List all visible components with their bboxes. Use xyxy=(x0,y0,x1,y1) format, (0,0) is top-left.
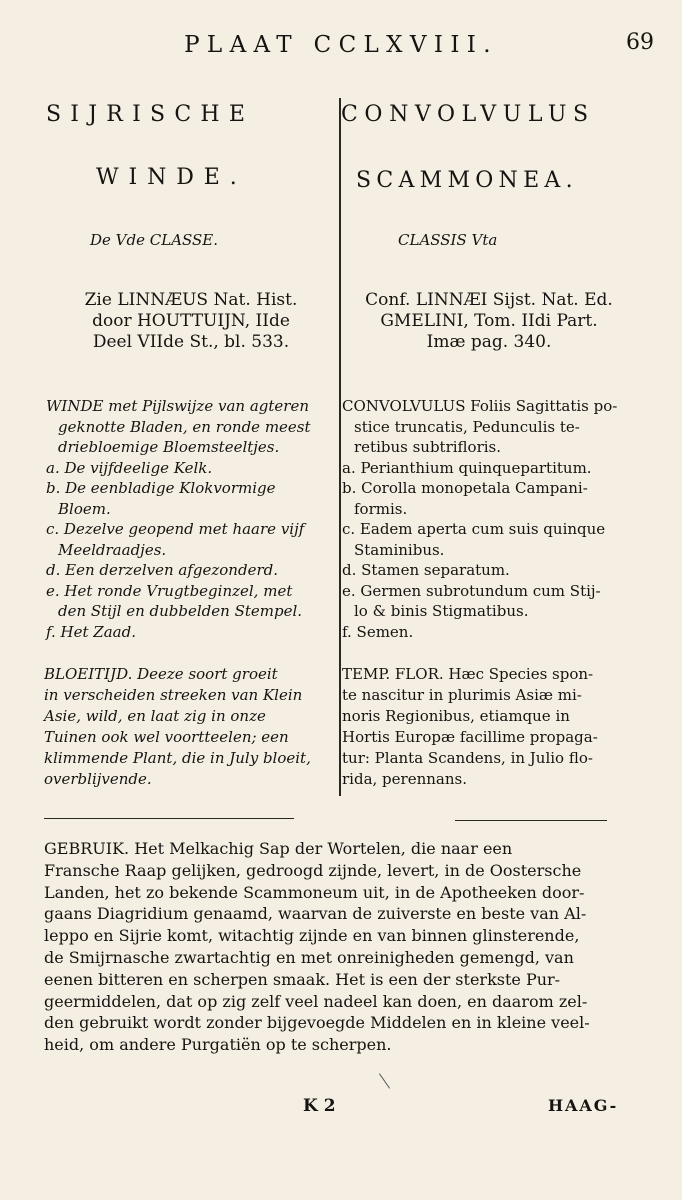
usage-line: Landen, het zo bekende Scammoneum uit, in de Apotheeken door- xyxy=(44,882,585,902)
usage-line: de Smijrnasche zwartachtig en met onreinigheden gemengd, van xyxy=(44,947,574,967)
reference-line: Zie LINNÆUS Nat. Hist. xyxy=(84,290,298,310)
latin-class-line: CLASSIS Vta xyxy=(398,231,498,249)
column-divider xyxy=(339,98,341,796)
dutch-description xyxy=(46,396,334,642)
desc-line: c. Eadem aperta cum suis quinque xyxy=(342,520,606,538)
bloei-line: in verscheiden streeken van Klein xyxy=(44,686,303,704)
desc-line: d. Stamen separatum. xyxy=(342,561,510,579)
desc-line: den Stijl en dubbelden Stempel. xyxy=(58,602,303,620)
usage-paragraph xyxy=(44,838,632,1056)
latin-flowering-time xyxy=(342,664,638,790)
desc-line: Meeldraadjes. xyxy=(58,540,167,559)
bloei-line: TEMP. FLOR. Hæc Species spon- xyxy=(342,665,594,683)
dutch-flowering-time xyxy=(44,664,334,790)
latin-reference xyxy=(342,290,636,353)
desc-line: WINDE met Pijlswijze van agteren xyxy=(46,397,309,415)
usage-line: leppo en Sijrie komt, witachtig zijnde en van binnen glinsterende, xyxy=(44,926,580,946)
section-rule-left xyxy=(44,818,294,819)
desc-line: c. Dezelve geopend met haare vijf xyxy=(46,520,305,538)
desc-line: f. Het Zaad. xyxy=(46,622,136,641)
section-rule-right xyxy=(455,820,607,821)
bloei-line: BLOEITIJD. Deeze soort groeit xyxy=(44,665,278,683)
dutch-title-line-1: SIJRISCHE xyxy=(46,102,255,127)
bloei-line: rida, perennans. xyxy=(342,770,467,788)
desc-line: retibus subtrifloris. xyxy=(354,438,502,456)
dutch-reference xyxy=(48,290,334,353)
bloei-line: Tuinen ook wel voortteelen; een xyxy=(44,728,289,746)
desc-line: Staminibus. xyxy=(354,540,445,559)
desc-line: a. De vijfdeelige Kelk. xyxy=(46,458,213,477)
desc-line: b. Corolla monopetala Campani- xyxy=(342,479,588,497)
stray-pen-mark xyxy=(379,1073,390,1088)
usage-line: heid, om andere Purgatiën op te scherpen. xyxy=(44,1035,392,1055)
reference-line: Imæ pag. 340. xyxy=(426,332,552,352)
latin-title-line-1: CONVOLVULUS xyxy=(341,102,595,127)
desc-line: e. Het ronde Vrugtbeginzel, met xyxy=(46,581,293,600)
desc-line: driebloemige Bloemsteeltjes. xyxy=(58,438,280,456)
dutch-title-line-2: WINDE. xyxy=(96,165,247,190)
desc-line: d. Een derzelven afgezonderd. xyxy=(46,561,278,579)
usage-line: GEBRUIK. Het Melkachig Sap der Wortelen, die naar een xyxy=(44,839,513,858)
usage-line: eenen bitteren en scherpen smaak. Het is een der sterkste Pur- xyxy=(44,969,561,989)
plate-title: PLAAT CCLXVIII. xyxy=(184,32,498,58)
desc-line: a. Perianthium quinquepartitum. xyxy=(342,458,592,477)
desc-line: CONVOLVULUS Foliis Sagittatis po- xyxy=(342,397,618,415)
catchword: HAAG- xyxy=(548,1096,619,1115)
latin-description xyxy=(342,396,638,642)
signature-mark: K 2 xyxy=(303,1096,336,1116)
desc-line: geknotte Bladen, en ronde meest xyxy=(58,417,311,436)
desc-line: stice truncatis, Pedunculis te- xyxy=(354,417,580,436)
desc-line: b. De eenbladige Klokvormige xyxy=(46,479,276,497)
dutch-class-line: De Vde CLASSE. xyxy=(90,231,219,249)
desc-line: lo & binis Stigmatibus. xyxy=(354,602,529,620)
bloei-line: Hortis Europæ facillime propaga- xyxy=(342,728,598,746)
bloei-line: overblijvende. xyxy=(44,770,152,788)
bloei-line: tur: Planta Scandens, in Julio flo- xyxy=(342,749,593,767)
page-number: 69 xyxy=(626,30,654,55)
bloei-line: te nascitur in plurimis Asiæ mi- xyxy=(342,686,582,704)
desc-line: f. Semen. xyxy=(342,622,414,641)
reference-line: Deel VIIde St., bl. 533. xyxy=(92,332,290,352)
bloei-line: Asie, wild, en laat zig in onze xyxy=(44,707,266,725)
usage-line: den gebruikt wordt zonder bijgevoegde Middelen en in kleine veel- xyxy=(44,1013,590,1033)
desc-line: Bloem. xyxy=(58,499,111,518)
usage-line: geermiddelen, dat op zig zelf veel nadeel kan doen, en daarom zel- xyxy=(44,991,588,1011)
reference-line: GMELINI, Tom. IIdi Part. xyxy=(380,311,598,331)
usage-line: gaans Diagridium genaamd, waarvan de zuiverste en beste van Al- xyxy=(44,904,587,924)
reference-line: door HOUTTUIJN, IIde xyxy=(92,311,290,331)
desc-line: e. Germen subrotundum cum Stij- xyxy=(342,581,601,600)
reference-line: Conf. LINNÆI Sijst. Nat. Ed. xyxy=(365,290,613,310)
latin-title-line-2: SCAMMONEA. xyxy=(356,168,578,193)
bloei-line: klimmende Plant, die in July bloeit, xyxy=(44,749,311,767)
bloei-line: noris Regionibus, etiamque in xyxy=(342,707,570,725)
usage-line: Fransche Raap gelijken, gedroogd zijnde, levert, in de Oostersche xyxy=(44,860,582,880)
desc-line: formis. xyxy=(354,499,408,518)
